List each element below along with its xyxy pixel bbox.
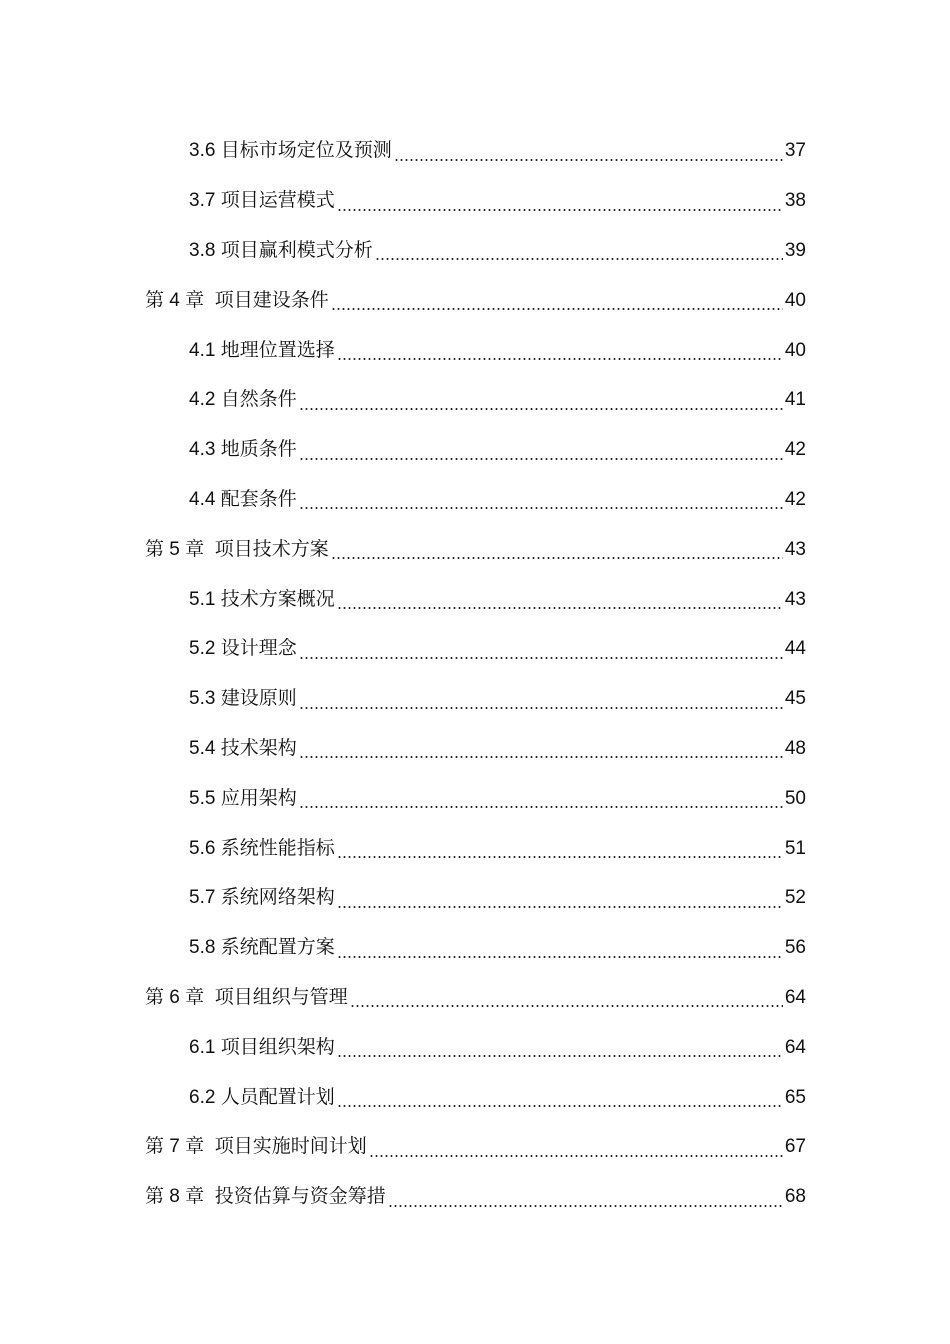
toc-entry[interactable] [189,724,806,774]
entry-page-number: 67 [784,1136,806,1158]
toc-chapter-entry[interactable] [145,275,806,325]
entry-page-number: 40 [784,339,806,361]
toc-entry[interactable] [189,923,806,973]
toc-entry[interactable] [189,325,806,375]
toc-chapter-entry[interactable] [145,973,806,1023]
dot-leader [299,657,783,659]
toc-entry[interactable] [189,375,806,425]
dot-leader [388,1205,783,1207]
entry-page-number: 65 [784,1086,806,1108]
chapter-number: 第 5 章 [145,538,215,560]
entry-title: 应用架构 [220,786,297,809]
entry-number: 3.6 [189,140,221,162]
entry-title: 项目技术方案 [214,537,329,560]
entry-title: 技术架构 [220,736,297,759]
entry-number: 5.7 [189,887,221,909]
entry-title: 项目组织与管理 [214,985,348,1008]
entry-number: 5.3 [189,688,221,710]
entry-title: 地质条件 [220,438,297,461]
entry-title: 人员配置计划 [220,1085,335,1108]
entry-page-number: 51 [784,837,806,859]
dot-leader [299,458,783,460]
entry-page-number: 56 [784,937,806,959]
toc-chapter-entry[interactable] [145,1122,806,1172]
dot-leader [369,1155,783,1157]
entry-title: 地理位置选择 [220,338,335,361]
chapter-number: 第 6 章 [145,986,215,1008]
entry-title: 项目组织架构 [220,1035,335,1058]
entry-title: 项目建设条件 [214,288,329,311]
toc-entry[interactable] [189,823,806,873]
entry-number: 6.1 [189,1036,221,1058]
entry-number: 5.1 [189,588,221,610]
entry-page-number: 37 [784,140,806,162]
toc-entry[interactable] [189,475,806,525]
toc-entry[interactable] [189,425,806,475]
chapter-number: 第 8 章 [145,1186,215,1208]
entry-title: 建设原则 [220,687,297,710]
entry-number: 5.5 [189,787,221,809]
entry-page-number: 48 [784,737,806,759]
toc-entry[interactable] [189,873,806,923]
entry-title: 投资估算与资金筹措 [214,1185,386,1208]
entry-number: 3.8 [189,239,221,261]
toc-entry[interactable] [189,624,806,674]
dot-leader [337,358,783,360]
dot-leader [337,1055,783,1057]
entry-page-number: 45 [784,688,806,710]
entry-page-number: 42 [784,439,806,461]
toc-entry[interactable] [189,1022,806,1072]
toc-entry[interactable] [189,574,806,624]
entry-title: 自然条件 [220,388,297,411]
entry-title: 系统配置方案 [220,936,335,959]
entry-page-number: 43 [784,588,806,610]
dot-leader [394,159,783,161]
dot-leader [299,806,783,808]
dot-leader [337,1105,783,1107]
entry-title: 项目赢利模式分析 [220,238,373,261]
entry-page-number: 68 [784,1186,806,1208]
entry-number: 4.1 [189,339,221,361]
table-of-contents [0,126,950,1222]
entry-page-number: 39 [784,239,806,261]
entry-page-number: 44 [784,638,806,660]
entry-number: 5.2 [189,638,221,660]
entry-page-number: 42 [784,488,806,510]
toc-entry[interactable] [189,226,806,276]
entry-number: 4.2 [189,389,221,411]
entry-title: 项目运营模式 [220,189,335,212]
entry-number: 5.8 [189,937,221,959]
dot-leader [299,507,783,509]
chapter-number: 第 7 章 [145,1136,215,1158]
dot-leader [337,856,783,858]
toc-entry[interactable] [189,126,806,176]
entry-title: 系统网络架构 [220,886,335,909]
entry-number: 6.2 [189,1086,221,1108]
entry-title: 系统性能指标 [220,836,335,859]
toc-entry[interactable] [189,674,806,724]
toc-entry[interactable] [189,1072,806,1122]
entry-page-number: 64 [784,1036,806,1058]
entry-page-number: 41 [784,389,806,411]
entry-title: 目标市场定位及预测 [220,139,392,162]
dot-leader [299,408,783,410]
entry-page-number: 43 [784,538,806,560]
toc-chapter-entry[interactable] [145,524,806,574]
dot-leader [337,607,783,609]
entry-page-number: 50 [784,787,806,809]
dot-leader [337,906,783,908]
dot-leader [299,707,783,709]
entry-number: 5.6 [189,837,221,859]
dot-leader [331,308,783,310]
toc-chapter-entry[interactable] [145,1172,806,1222]
entry-number: 4.4 [189,488,221,510]
entry-title: 技术方案概况 [220,587,335,610]
entry-number: 5.4 [189,737,221,759]
dot-leader [375,258,783,260]
entry-page-number: 40 [784,289,806,311]
dot-leader [299,756,783,758]
chapter-number: 第 4 章 [145,289,215,311]
entry-number: 4.3 [189,439,221,461]
entry-title: 配套条件 [220,487,297,510]
toc-entry[interactable] [189,773,806,823]
toc-entry[interactable] [189,176,806,226]
dot-leader [337,209,783,211]
entry-title: 设计理念 [220,637,297,660]
entry-title: 项目实施时间计划 [214,1135,367,1158]
dot-leader [337,956,783,958]
dot-leader [331,557,783,559]
entry-page-number: 38 [784,190,806,212]
dot-leader [350,1005,783,1007]
entry-page-number: 64 [784,986,806,1008]
entry-number: 3.7 [189,190,221,212]
entry-page-number: 52 [784,887,806,909]
